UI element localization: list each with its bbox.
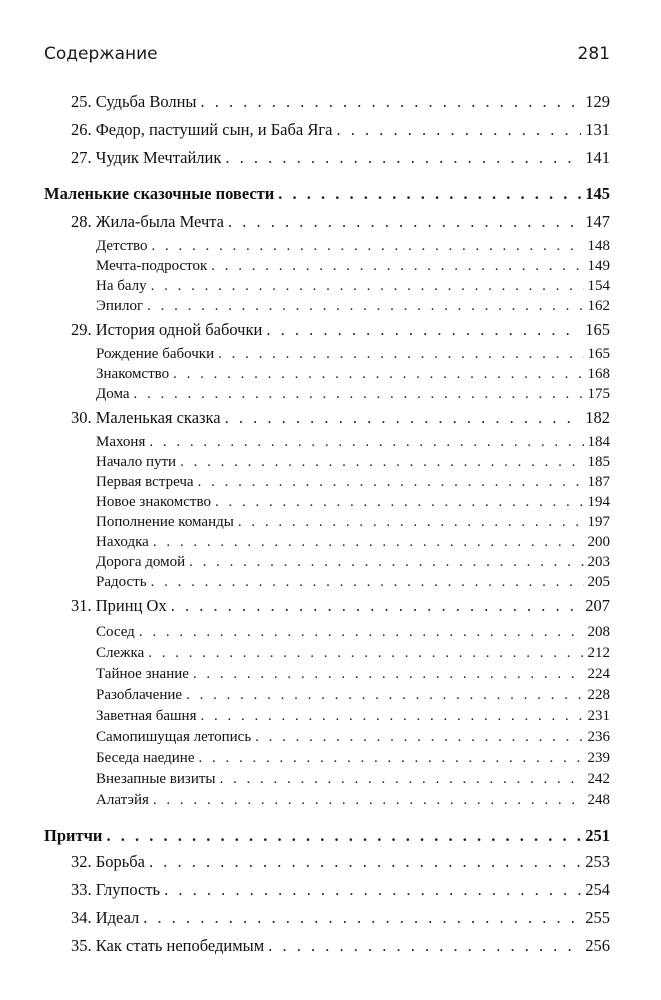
toc-entry-title: 32. Борьба xyxy=(71,852,145,871)
toc-entry-page: 168 xyxy=(587,366,610,382)
toc-entry-title: 28. Жила-была Мечта xyxy=(71,212,224,231)
toc-subentry-title: Алатэйя xyxy=(96,792,149,808)
toc-entry-title: 26. Федор, пастуший сын, и Баба Яга xyxy=(71,120,333,139)
toc-subentry[interactable] xyxy=(96,666,610,683)
toc-entry-page: 148 xyxy=(587,238,610,254)
toc-subentry[interactable] xyxy=(96,366,610,383)
toc-subentry[interactable] xyxy=(96,554,610,571)
toc-subentry[interactable] xyxy=(96,386,610,403)
leader-dots xyxy=(147,298,583,315)
leader-dots xyxy=(106,826,581,846)
toc-entry-page: 162 xyxy=(587,298,610,314)
toc-subentry[interactable] xyxy=(96,792,610,809)
toc-entry-page: 165 xyxy=(587,346,610,362)
toc-section[interactable] xyxy=(44,184,610,204)
toc-entry-page: 236 xyxy=(587,729,610,745)
toc-subentry[interactable] xyxy=(96,298,610,315)
toc-entry-page: 242 xyxy=(587,771,610,787)
toc-entry-page: 203 xyxy=(587,554,610,570)
toc-section-title: Маленькие сказочные повести xyxy=(44,184,275,203)
toc-entry-page: 185 xyxy=(587,454,610,470)
toc-entry-title: 25. Судьба Волны xyxy=(71,92,197,111)
leader-dots xyxy=(171,596,582,616)
toc-entry-title: 35. Как стать непобедимым xyxy=(71,936,265,955)
toc-entry-page: 208 xyxy=(587,624,610,640)
toc-entry-page: 212 xyxy=(587,645,610,661)
toc-section[interactable] xyxy=(44,826,610,846)
toc-entry-page: 254 xyxy=(585,880,610,899)
toc-entry-page: 224 xyxy=(587,666,610,682)
toc-subentry-title: Находка xyxy=(96,534,149,550)
toc-subentry[interactable] xyxy=(96,750,610,767)
toc-entry-page: 253 xyxy=(585,852,610,871)
toc-entry[interactable] xyxy=(71,596,610,616)
leader-dots xyxy=(200,708,583,725)
leader-dots xyxy=(268,936,581,956)
toc-subentry[interactable] xyxy=(96,494,610,511)
toc-entry[interactable] xyxy=(71,120,610,140)
toc-entry-page: 256 xyxy=(585,936,610,955)
toc-entry[interactable] xyxy=(71,880,610,900)
toc-subentry-title: Сосед xyxy=(96,624,135,640)
toc-entry-page: 207 xyxy=(585,596,610,615)
toc-subentry-title: Разоблачение xyxy=(96,687,183,703)
toc-subentry[interactable] xyxy=(96,687,610,704)
toc-subentry[interactable] xyxy=(96,729,610,746)
leader-dots xyxy=(149,434,583,451)
toc-entry-page: 205 xyxy=(587,574,610,590)
leader-dots xyxy=(193,666,584,683)
toc-subentry-title: Заветная башня xyxy=(96,708,197,724)
toc-subentry[interactable] xyxy=(96,434,610,451)
toc-entry-title: 31. Принц Ох xyxy=(71,596,167,615)
toc-subentry-title: Новое знакомство xyxy=(96,494,211,510)
toc-entry-page: 131 xyxy=(585,120,610,139)
toc-subentry-title: Внезапные визиты xyxy=(96,771,216,787)
leader-dots xyxy=(151,278,584,295)
toc-entry-page: 141 xyxy=(585,148,610,167)
toc-entry-page: 251 xyxy=(585,826,610,845)
toc-subentry-title: Детство xyxy=(96,238,148,254)
toc-subentry-title: Знакомство xyxy=(96,366,170,382)
toc-subentry-title: Махоня xyxy=(96,434,146,450)
toc-entry-page: 197 xyxy=(587,514,610,530)
toc-entry-page: 165 xyxy=(585,320,610,339)
toc-entry-page: 184 xyxy=(587,434,610,450)
toc-subentry-title: Первая встреча xyxy=(96,474,194,490)
toc-entry[interactable] xyxy=(71,92,610,112)
toc-subentry[interactable] xyxy=(96,645,610,662)
leader-dots xyxy=(173,366,583,383)
toc-entry[interactable] xyxy=(71,908,610,928)
toc-subentry-title: Дома xyxy=(96,386,130,402)
toc-section-title: Притчи xyxy=(44,826,103,845)
toc-entry-title: 30. Маленькая сказка xyxy=(71,408,221,427)
leader-dots xyxy=(225,148,581,168)
leader-dots xyxy=(201,92,582,112)
toc-subentry-title: Начало пути xyxy=(96,454,177,470)
toc-entry-page: 239 xyxy=(587,750,610,766)
leader-dots xyxy=(153,792,584,809)
toc-entry-page: 228 xyxy=(587,687,610,703)
toc-entry-page: 175 xyxy=(587,386,610,402)
leader-dots xyxy=(198,750,583,767)
toc-entry[interactable] xyxy=(71,852,610,872)
toc-entry[interactable] xyxy=(71,212,610,232)
leader-dots xyxy=(149,852,581,872)
toc-subentry-title: Самопишущая летопись xyxy=(96,729,252,745)
toc-entry-title: 27. Чудик Мечтайлик xyxy=(71,148,222,167)
leader-dots xyxy=(186,687,583,704)
toc-subentry[interactable] xyxy=(96,238,610,255)
leader-dots xyxy=(152,238,584,255)
leader-dots xyxy=(164,880,581,900)
leader-dots xyxy=(151,574,584,591)
toc-subentry-title: Слежка xyxy=(96,645,145,661)
leader-dots xyxy=(215,494,584,511)
toc-entry[interactable] xyxy=(71,936,610,956)
toc-entry[interactable] xyxy=(71,320,610,340)
toc-entry-page: 145 xyxy=(585,184,610,203)
toc-entry-page: 154 xyxy=(587,278,610,294)
leader-dots xyxy=(255,729,583,746)
toc-entry-page: 149 xyxy=(587,258,610,274)
toc-subentry[interactable] xyxy=(96,624,610,641)
toc-subentry[interactable] xyxy=(96,454,610,471)
leader-dots xyxy=(220,771,584,788)
leader-dots xyxy=(153,534,584,551)
toc-entry-page: 248 xyxy=(587,792,610,808)
leader-dots xyxy=(148,645,583,662)
toc-subentry-title: Мечта-подросток xyxy=(96,258,208,274)
leader-dots xyxy=(143,908,581,928)
leader-dots xyxy=(189,554,583,571)
toc-entry-page: 129 xyxy=(585,92,610,111)
toc-subentry-title: Эпилог xyxy=(96,298,144,314)
header-title: Содержание xyxy=(44,44,158,64)
leader-dots xyxy=(228,212,581,232)
toc-entry-page: 147 xyxy=(585,212,610,231)
leader-dots xyxy=(278,184,581,204)
toc-subentry[interactable] xyxy=(96,708,610,725)
toc-subentry-title: Тайное знание xyxy=(96,666,189,682)
toc-entry[interactable] xyxy=(71,408,610,428)
leader-dots xyxy=(180,454,583,471)
leader-dots xyxy=(266,320,581,340)
toc-entry-page: 231 xyxy=(587,708,610,724)
toc-subentry[interactable] xyxy=(96,534,610,551)
toc-subentry[interactable] xyxy=(96,346,610,363)
toc-entry[interactable] xyxy=(71,148,610,168)
leader-dots xyxy=(218,346,583,363)
toc-entry-page: 194 xyxy=(587,494,610,510)
toc-entry-title: 34. Идеал xyxy=(71,908,140,927)
leader-dots xyxy=(134,386,584,403)
toc-entry-page: 255 xyxy=(585,908,610,927)
leader-dots xyxy=(139,624,584,641)
toc-entry-title: 29. История одной бабочки xyxy=(71,320,263,339)
toc-subentry-title: Беседа наедине xyxy=(96,750,195,766)
toc-subentry[interactable] xyxy=(96,574,610,591)
toc-entry-page: 200 xyxy=(587,534,610,550)
toc-subentry-title: Радость xyxy=(96,574,147,590)
leader-dots xyxy=(238,514,584,531)
toc-subentry-title: На балу xyxy=(96,278,147,294)
toc-subentry-title: Рождение бабочки xyxy=(96,346,215,362)
leader-dots xyxy=(225,408,582,428)
leader-dots xyxy=(198,474,584,491)
toc-subentry[interactable] xyxy=(96,278,610,295)
leader-dots xyxy=(211,258,583,275)
toc-subentry[interactable] xyxy=(96,514,610,531)
toc-subentry[interactable] xyxy=(96,771,610,788)
toc-entry-title: 33. Глупость xyxy=(71,880,161,899)
toc-subentry-title: Пополнение команды xyxy=(96,514,234,530)
toc-subentry[interactable] xyxy=(96,258,610,275)
toc-subentry-title: Дорога домой xyxy=(96,554,186,570)
header-page-number: 281 xyxy=(577,44,610,64)
toc-entry-page: 187 xyxy=(587,474,610,490)
toc-entry-page: 182 xyxy=(585,408,610,427)
toc-subentry[interactable] xyxy=(96,474,610,491)
leader-dots xyxy=(336,120,581,140)
